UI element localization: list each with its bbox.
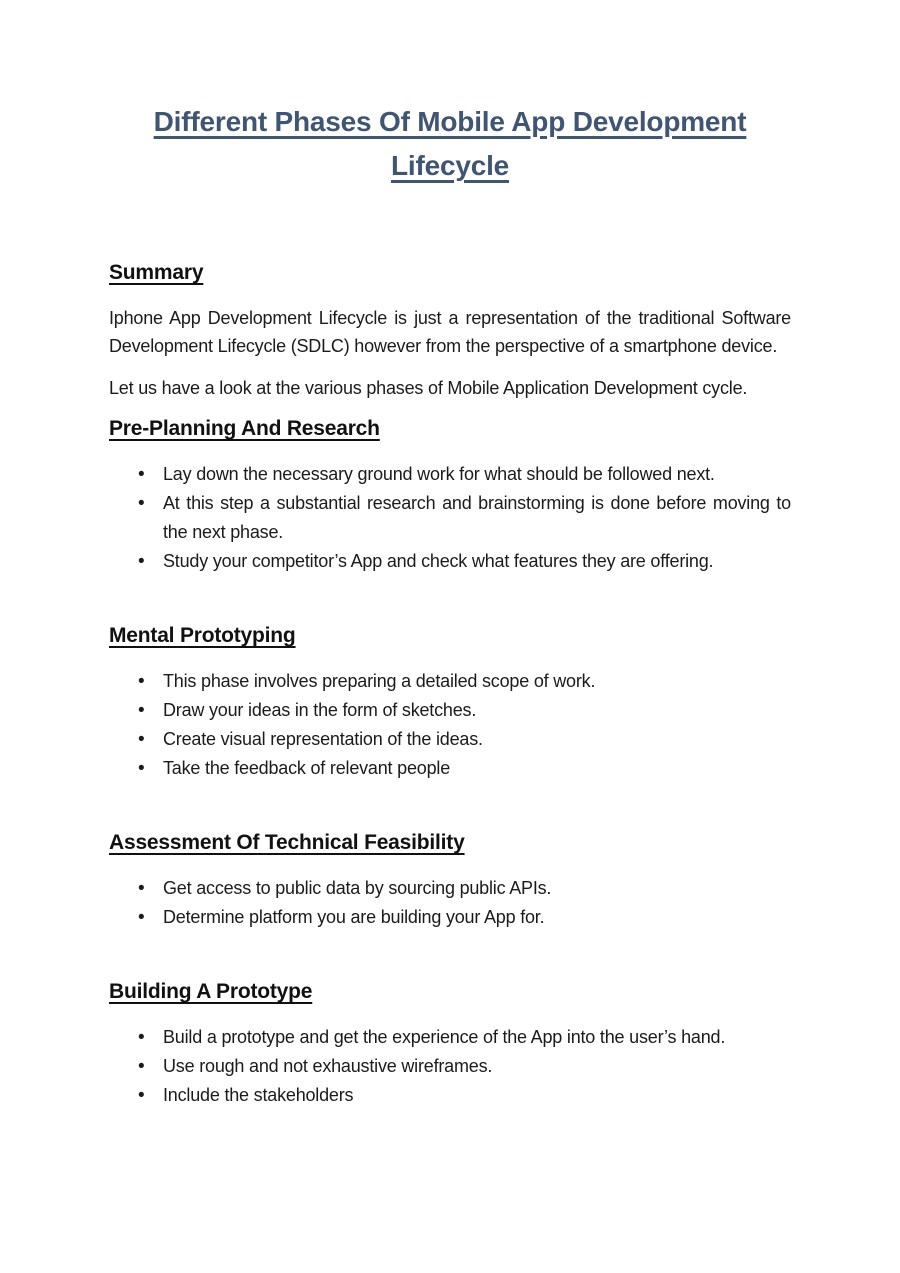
bullet-item: • Draw your ideas in the form of sketches. xyxy=(109,696,791,725)
section-building-a-prototype xyxy=(109,979,791,1110)
section-heading-summary: Summary xyxy=(109,261,204,284)
section-heading-assessment: Assessment Of Technical Feasibility xyxy=(109,831,465,854)
paragraph: Iphone App Development Lifecycle is just a representation of the traditional Software Development Lifecycle (SDLC) however from the perspective of a smartphone device. xyxy=(109,308,791,356)
section-heading-mental-prototyping: Mental Prototyping xyxy=(109,624,296,647)
section-heading-building-a-prototype: Building A Prototype xyxy=(109,980,313,1003)
bullet-item: • Build a prototype and get the experience of the App into the user’s hand. xyxy=(109,1023,791,1052)
bullet-item: • Determine platform you are building your App for. xyxy=(109,903,791,932)
section-heading-pre-planning: Pre-Planning And Research xyxy=(109,417,380,440)
paragraph: Let us have a look at the various phases of Mobile Application Development cycle. xyxy=(109,378,748,398)
bullet-item: • Use rough and not exhaustive wireframes. xyxy=(109,1052,791,1081)
bullet-item: • Include the stakeholders xyxy=(109,1081,791,1110)
bullet-item: • Get access to public data by sourcing public APIs. xyxy=(109,874,791,903)
bullet-item: • Study your competitor’s App and check what features they are offering. xyxy=(109,547,791,576)
bullet-item: • At this step a substantial research and brainstorming is done before moving to the next phase. xyxy=(109,489,791,547)
bullet-list xyxy=(109,460,791,576)
section-mental-prototyping xyxy=(109,623,791,783)
section-summary xyxy=(109,260,791,402)
section-assessment-of-technical-feasibility xyxy=(109,830,791,932)
document-title: Different Phases Of Mobile App Development Lifecycle xyxy=(153,106,747,181)
bullet-item: • Create visual representation of the ideas. xyxy=(109,725,791,754)
bullet-list xyxy=(109,667,791,783)
bullet-item: • This phase involves preparing a detailed scope of work. xyxy=(109,667,791,696)
bullet-list xyxy=(109,1023,791,1110)
bullet-item: • Lay down the necessary ground work for what should be followed next. xyxy=(109,460,791,489)
bullet-item: • Take the feedback of relevant people xyxy=(109,754,791,783)
section-pre-planning-and-research xyxy=(109,416,791,576)
bullet-list xyxy=(109,874,791,932)
